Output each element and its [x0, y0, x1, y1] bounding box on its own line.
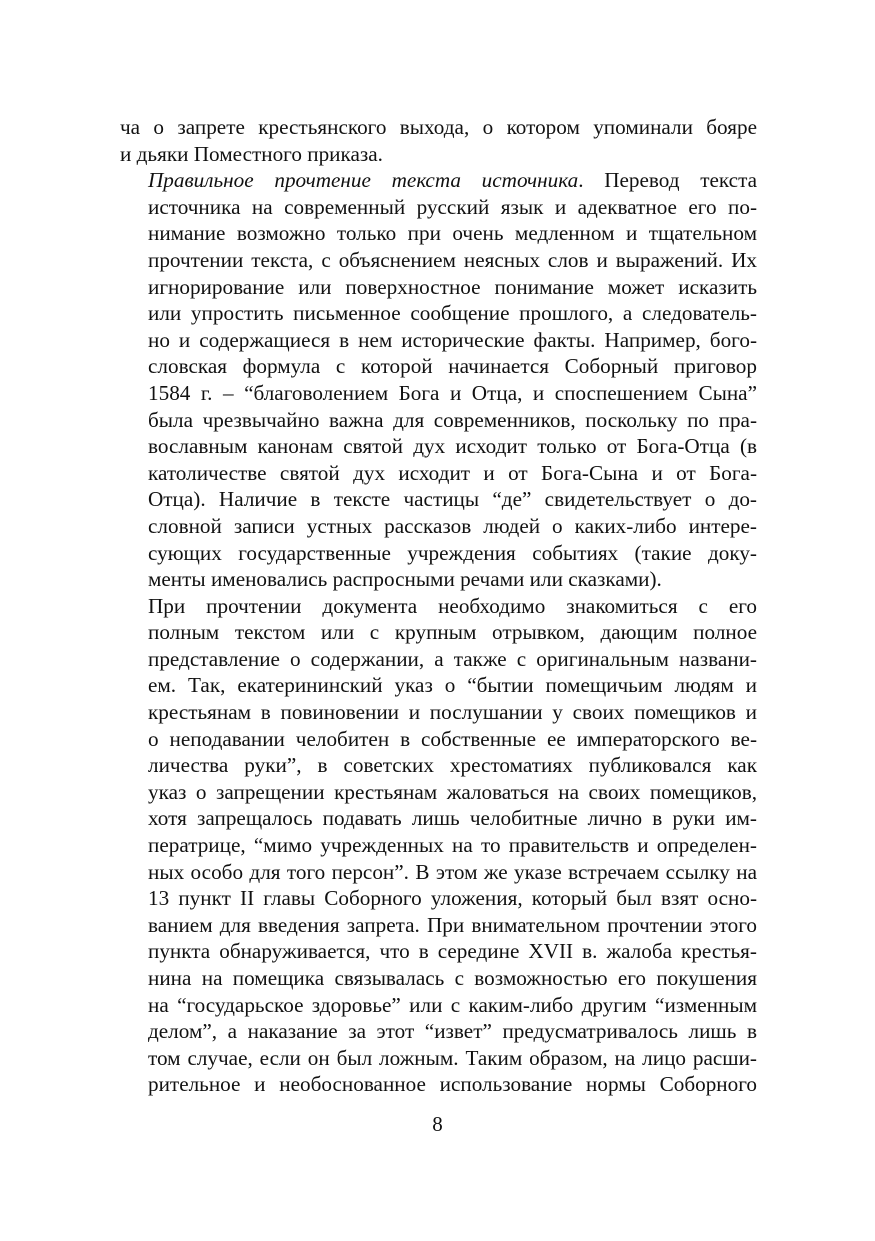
text-line: указ о запрещении крестьянам жаловаться на своих помещиков,: [148, 779, 757, 804]
paragraph: [120, 593, 757, 1098]
text-line: хотя запрещалось подавать лишь челобитные лично в руки им-: [148, 806, 757, 831]
text-line: и дьяки Поместного приказа.: [120, 141, 383, 166]
text-line: ператрице, “мимо учрежденных на то правительств и определен-: [148, 833, 757, 858]
text-line: католичестве святой дух исходит и от Бога-Сына и от Бога-: [148, 460, 757, 485]
text-line: словская формула с которой начинается Соборный приговор: [148, 354, 757, 379]
line-text: . Перевод текста: [578, 168, 757, 193]
text-line: о неподавании челобитен в собственные ее императорского ве-: [148, 726, 757, 751]
text-line: том случае, если он был ложным. Таким образом, на лицо расши-: [148, 1045, 757, 1070]
text-line: но и содержащиеся в нем исторические факты. Например, бого-: [148, 327, 757, 352]
text-line: ча о запрете крестьянского выхода, о котором упоминали бояре: [120, 115, 757, 139]
paragraph: [120, 167, 757, 593]
document-body: [120, 114, 757, 1098]
text-line: игнорирование или поверхностное понимание может исказить: [148, 274, 757, 299]
text-line: источника на современный русский язык и адекватное его по-: [148, 194, 757, 219]
text-line: или упростить письменное сообщение прошлого, а следователь-: [148, 301, 757, 326]
text-line: делом”, а наказание за этот “извет” предусматривалось лишь в: [148, 1019, 757, 1044]
text-line: нимание возможно только при очень медленном и тщательном: [148, 221, 757, 246]
text-line: менты именовались распросными речами или сказками).: [148, 567, 662, 592]
text-line: При прочтении документа необходимо знакомиться с его: [148, 593, 757, 618]
text-line: пункта обнаруживается, что в середине XVII в. жалоба крестья-: [148, 939, 757, 964]
text-line: нина на помещика связывалась с возможностью его покушения: [148, 966, 757, 990]
text-line: ных особо для того персон”. В этом же указе встречаем ссылку на: [148, 859, 757, 884]
page-number: 8: [432, 1112, 443, 1136]
text-line: сующих государственные учреждения событиях (такие доку-: [148, 540, 757, 565]
text-line: ванием для введения запрета. При внимательном прочтении этого: [148, 912, 757, 937]
text-line: полным текстом или с крупным отрывком, дающим полное: [148, 620, 757, 645]
text-line: на “государьское здоровье” или с каким-либо другим “изменным: [148, 992, 757, 1017]
text-line: Отца). Наличие в тексте частицы “де” свидетельствует о до-: [148, 487, 757, 512]
text-line: [120, 167, 757, 194]
paragraph: [120, 114, 757, 167]
text-line: личества руки”, в советских хрестоматиях публиковался как: [148, 753, 757, 778]
text-line: вославным канонам святой дух исходит только от Бога-Отца (в: [148, 434, 757, 459]
text-line: рительное и необоснованное использование нормы Соборного: [148, 1072, 757, 1097]
text-line: представление о содержании, а также с оригинальным названи-: [148, 646, 757, 671]
text-line: была чрезвычайно важна для современников, поскольку по пра-: [148, 407, 757, 432]
text-line: 1584 г. – “благоволением Бога и Отца, и споспешением Сына”: [148, 380, 757, 405]
text-line: прочтении текста, с объяснением неясных слов и выражений. Их: [148, 247, 757, 272]
text-line: словной записи устных рассказов людей о каких-либо интере-: [148, 513, 757, 538]
text-line: крестьянам в повиновении и послушании у своих помещиков и: [148, 700, 757, 725]
emphasized-lead: Правильное прочтение текста источника: [148, 168, 579, 193]
text-line: 13 пункт II главы Соборного уложения, который был взят осно-: [148, 886, 757, 911]
text-line: ем. Так, екатерининский указ о “бытии помещичьим людям и: [148, 673, 757, 698]
